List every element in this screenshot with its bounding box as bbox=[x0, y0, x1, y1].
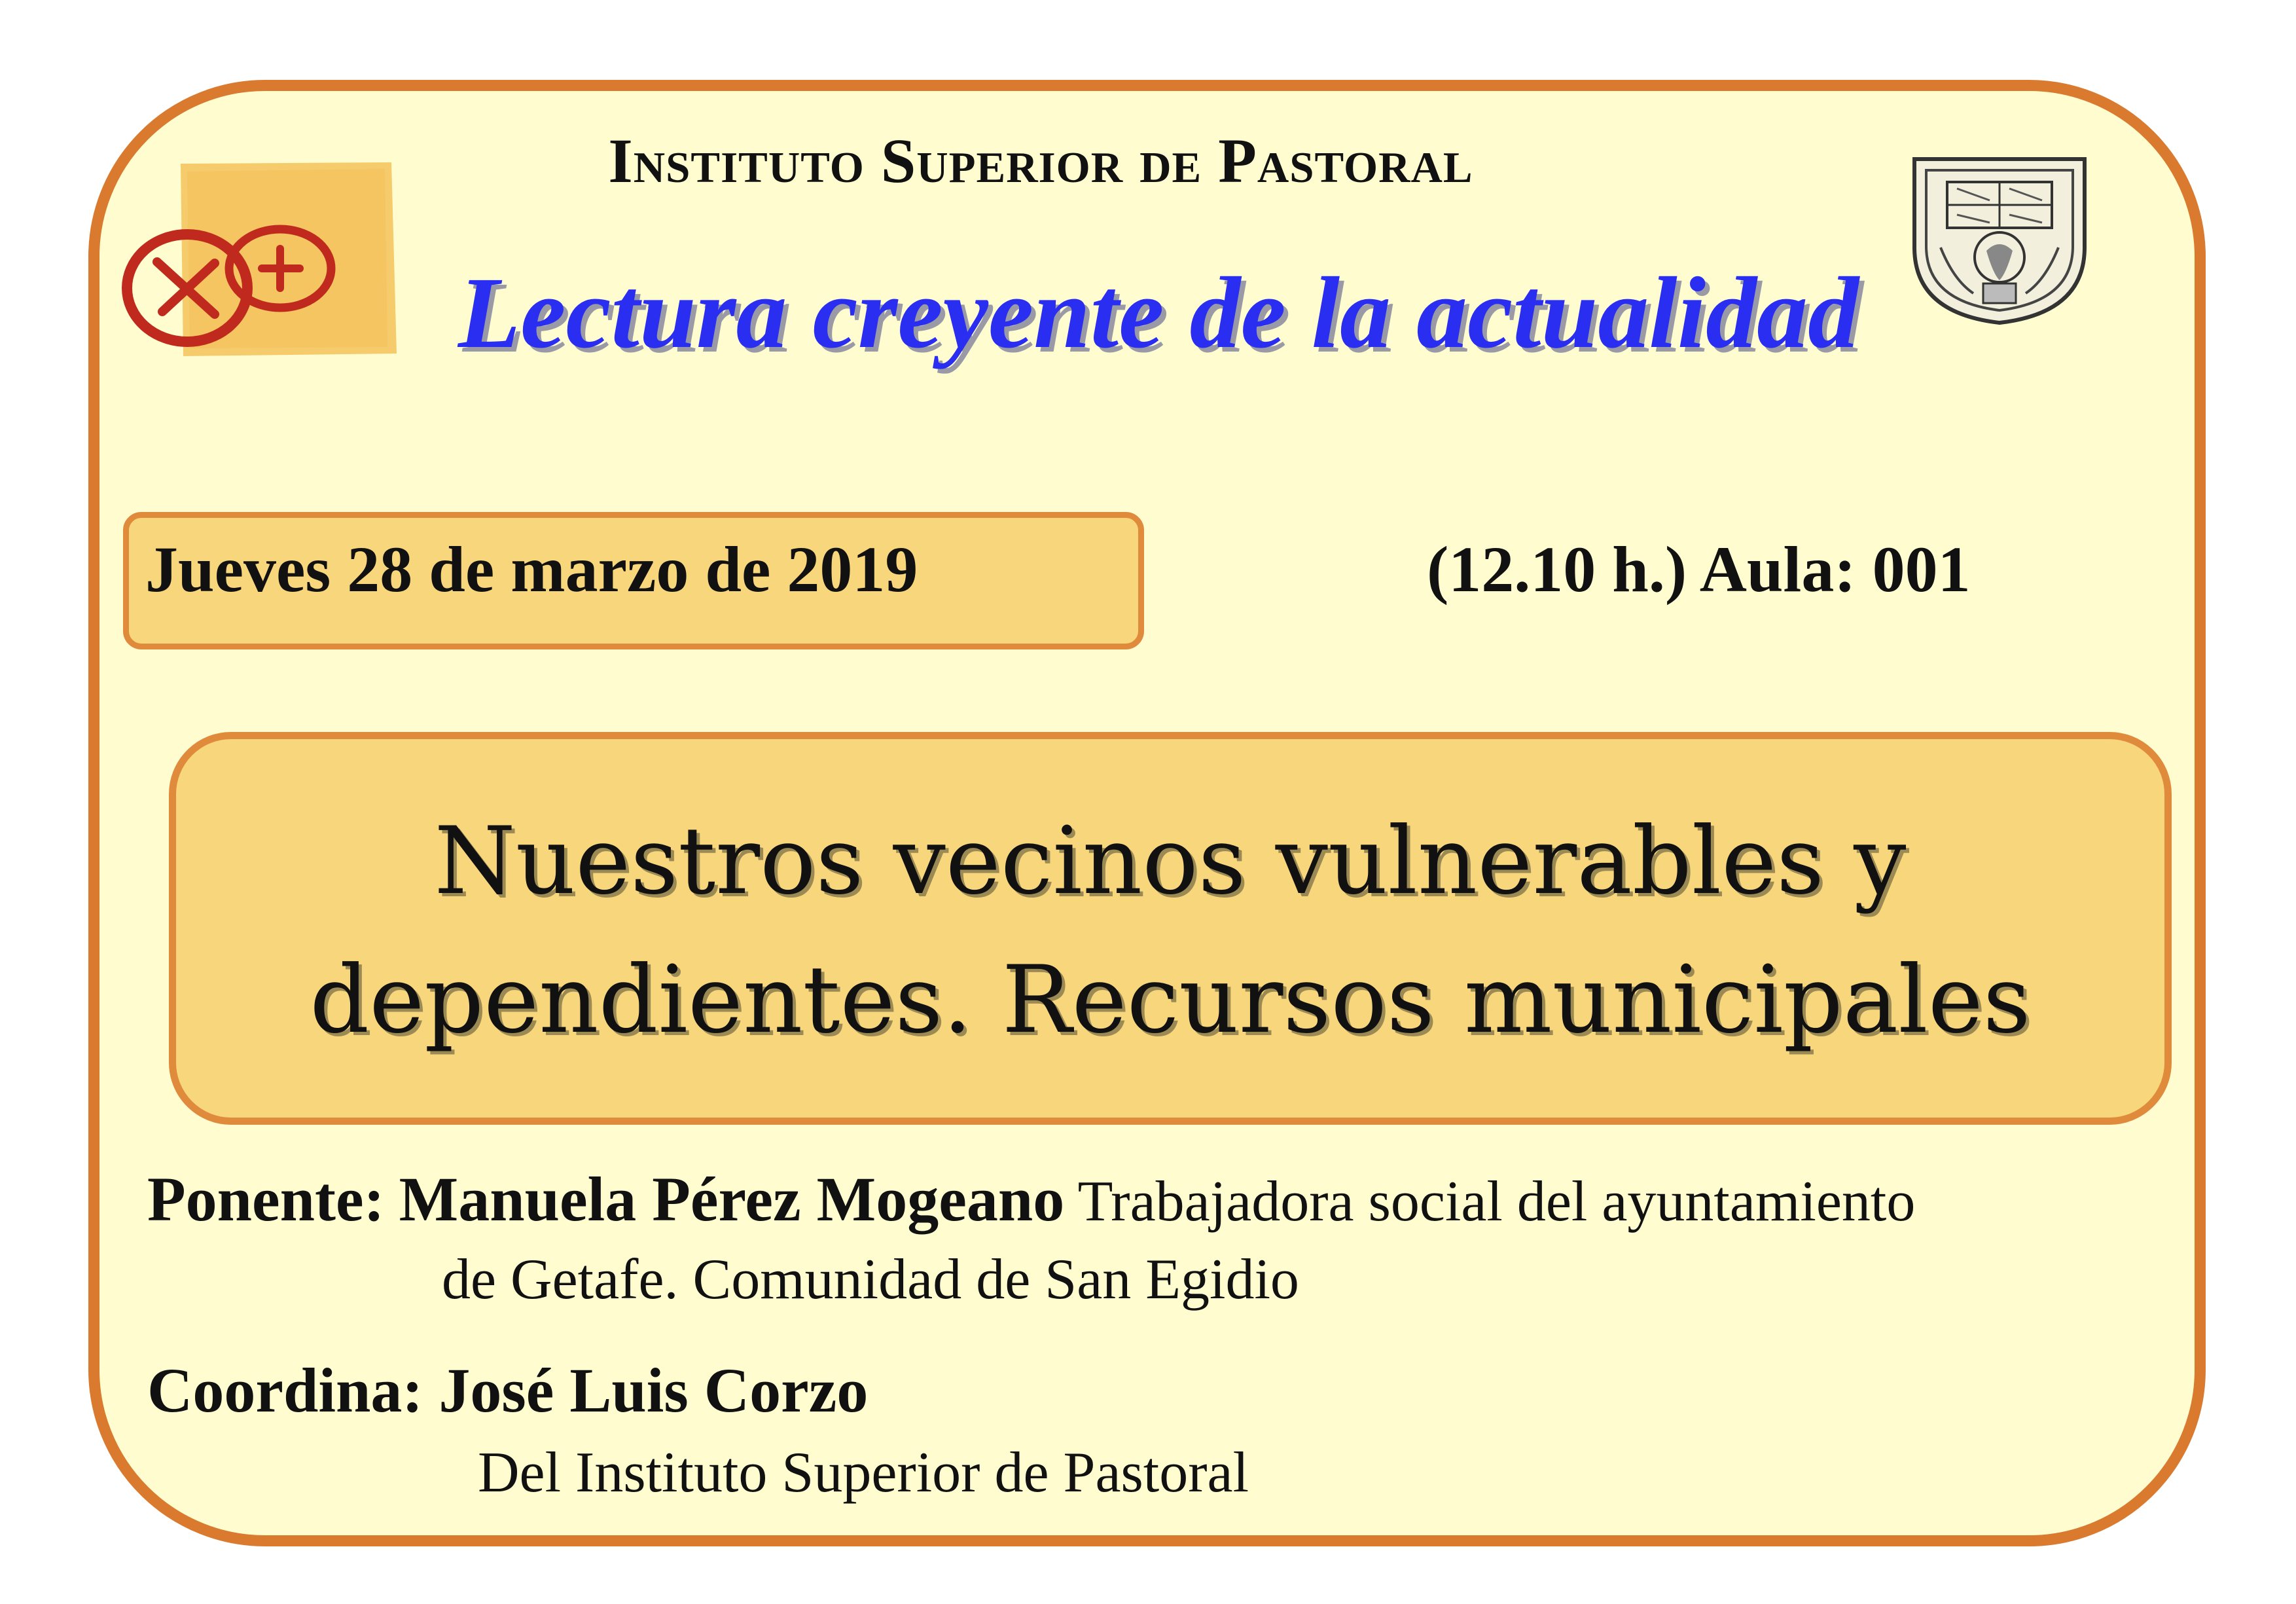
coordinator-label: Coordina: bbox=[147, 1355, 423, 1425]
coordinator-role: Del Instituto Superior de Pastoral bbox=[478, 1441, 1249, 1504]
talk-title bbox=[169, 792, 2172, 1070]
speaker-name: Manuela Pérez Mogeano bbox=[399, 1164, 1065, 1234]
event-date: Jueves 28 de marzo de 2019 bbox=[145, 533, 918, 606]
coordinator-name: José Luis Corzo bbox=[439, 1355, 869, 1425]
series-title: Lectura creyente de la actualidad bbox=[457, 256, 1859, 369]
event-time-room: (12.10 h.) Aula: 001 bbox=[1427, 533, 1971, 606]
coordinator-line bbox=[147, 1351, 868, 1430]
speaker-line bbox=[147, 1160, 1915, 1241]
speaker-label: Ponente: bbox=[147, 1164, 385, 1234]
talk-title-line-1: Nuestros vecinos vulnerables y bbox=[434, 807, 1907, 915]
speaker-role-line-1: Trabajadora social del ayuntamiento bbox=[1077, 1170, 1916, 1233]
speaker-role-line-2: de Getafe. Comunidad de San Egidio bbox=[442, 1248, 1299, 1311]
talk-title-line-2: dependientes. Recursos municipales bbox=[310, 946, 2031, 1054]
institute-name: Instituto Superior de Pastoral bbox=[608, 126, 1473, 196]
bread-loaves-logo-icon bbox=[117, 157, 404, 367]
